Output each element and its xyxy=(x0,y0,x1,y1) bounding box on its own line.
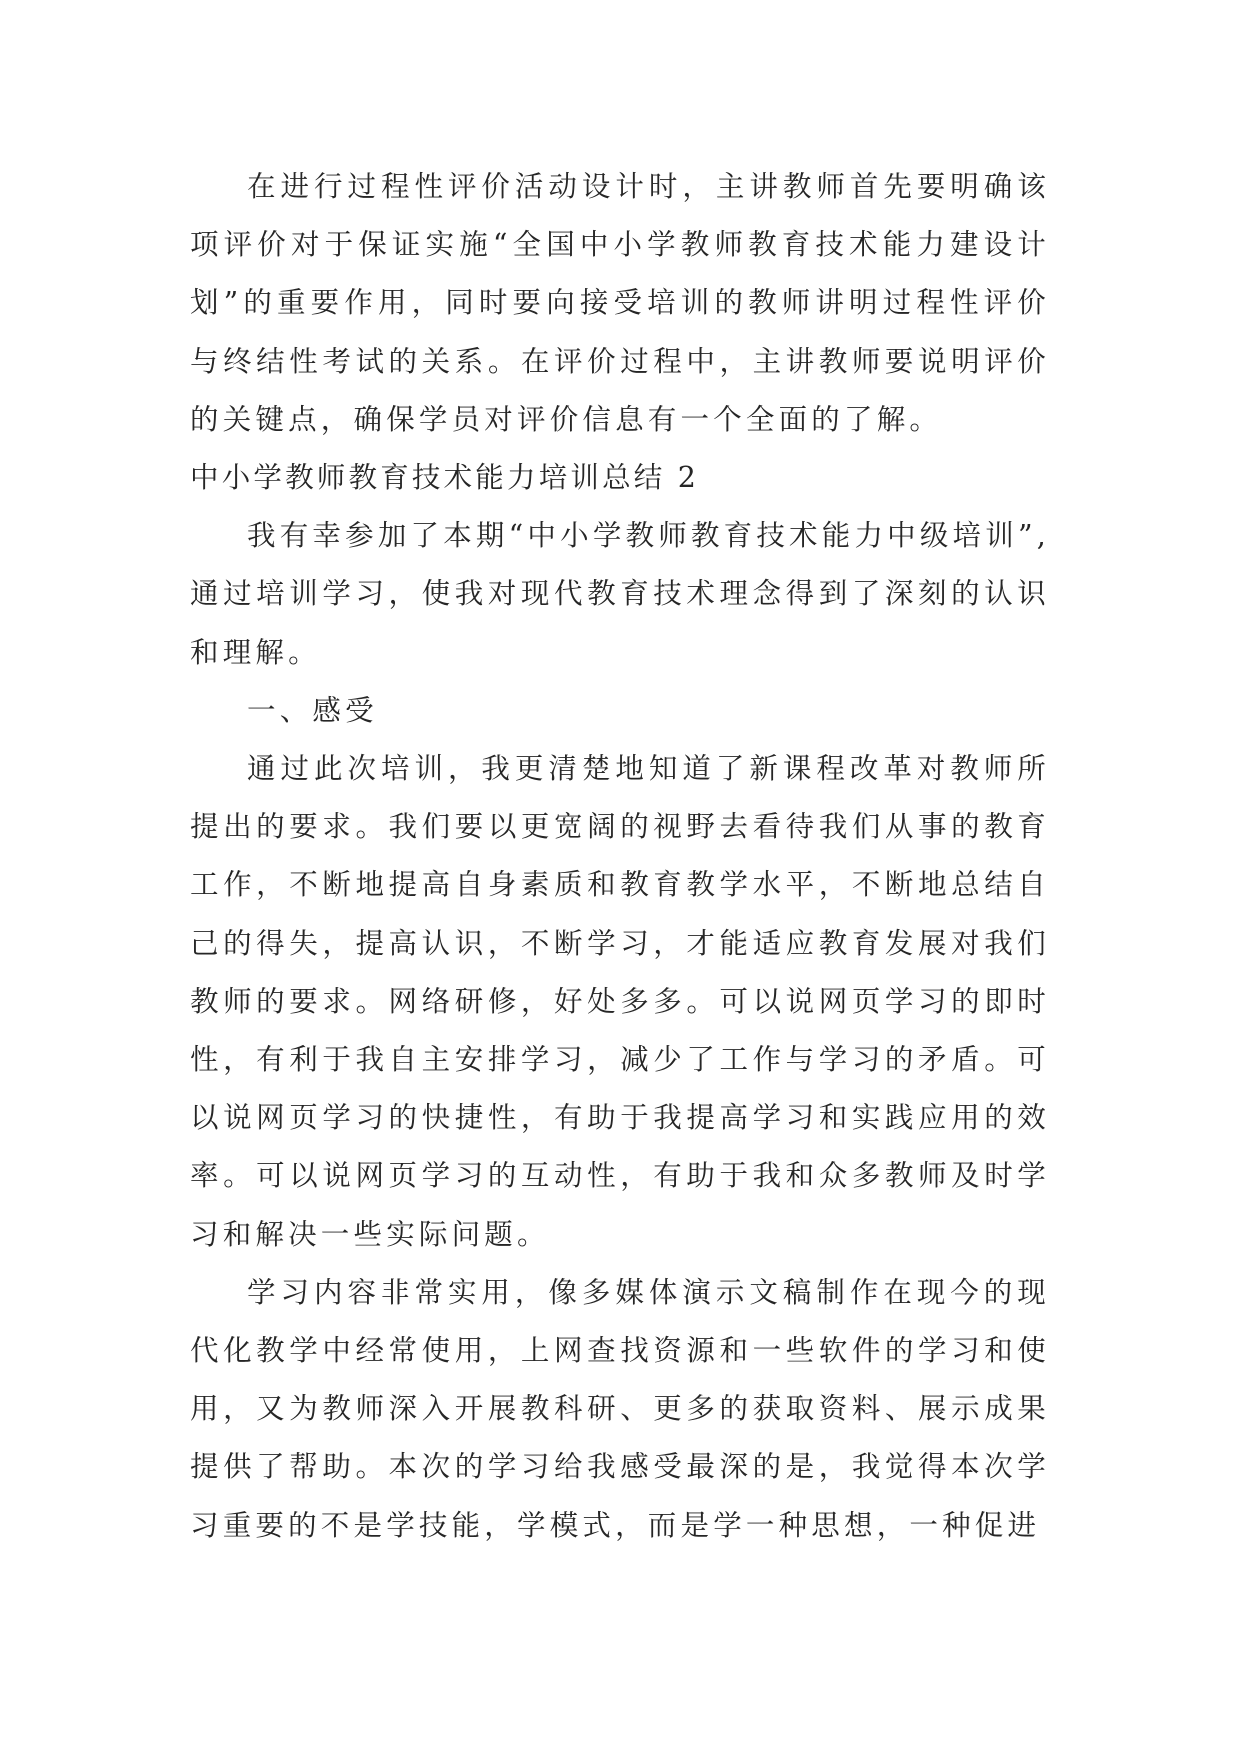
intro-paragraph: 在进行过程性评价活动设计时，主讲教师首先要明确该项评价对于保证实施“全国中小学教师教育技术能力建设计划”的重要作用，同时要向接受培训的教师讲明过程性评价与终结性考试的关系。在评价过程中，主讲教师要说明评价的关键点，确保学员对评价信息有一个全面的了解。 xyxy=(190,170,1050,436)
document-body xyxy=(190,158,1050,1555)
subheading-feelings: 一、感受 xyxy=(247,693,378,727)
paragraph-content: 学习内容非常实用，像多媒体演示文稿制作在现今的现代化教学中经常使用，上网查找资源和一些软件的学习和使用，又为教师深入开展教科研、更多的获取资料、展示成果提供了帮助。本次的学习给我感受最深的是，我觉得本次学习重要的不是学技能，学模式，而是学一种思想，一种促进 xyxy=(190,1275,1050,1542)
paragraph-participation: 我有幸参加了本期“中小学教师教育技术能力中级培训”,通过培训学习，使我对现代教育技术理念得到了深刻的认识和理解。 xyxy=(190,519,1050,669)
section-title: 中小学教师教育技术能力培训总结 2 xyxy=(190,461,700,495)
paragraph-requirements: 通过此次培训，我更清楚地知道了新课程改革对教师所提出的要求。我们要以更宽阔的视野去看待我们从事的教育工作，不断地提高自身素质和教育教学水平，不断地总结自己的得失，提高认识，不断学习，才能适应教育发展对我们教师的要求。网络研修，好处多多。可以说网页学习的即时性，有利于我自主安排学习，减少了工作与学习的矛盾。可以说网页学习的快捷性，有助于我提高学习和实践应用的效率。可以说网页学习的互动性，有助于我和众多教师及时学习和解决一些实际问题。 xyxy=(190,752,1050,1251)
